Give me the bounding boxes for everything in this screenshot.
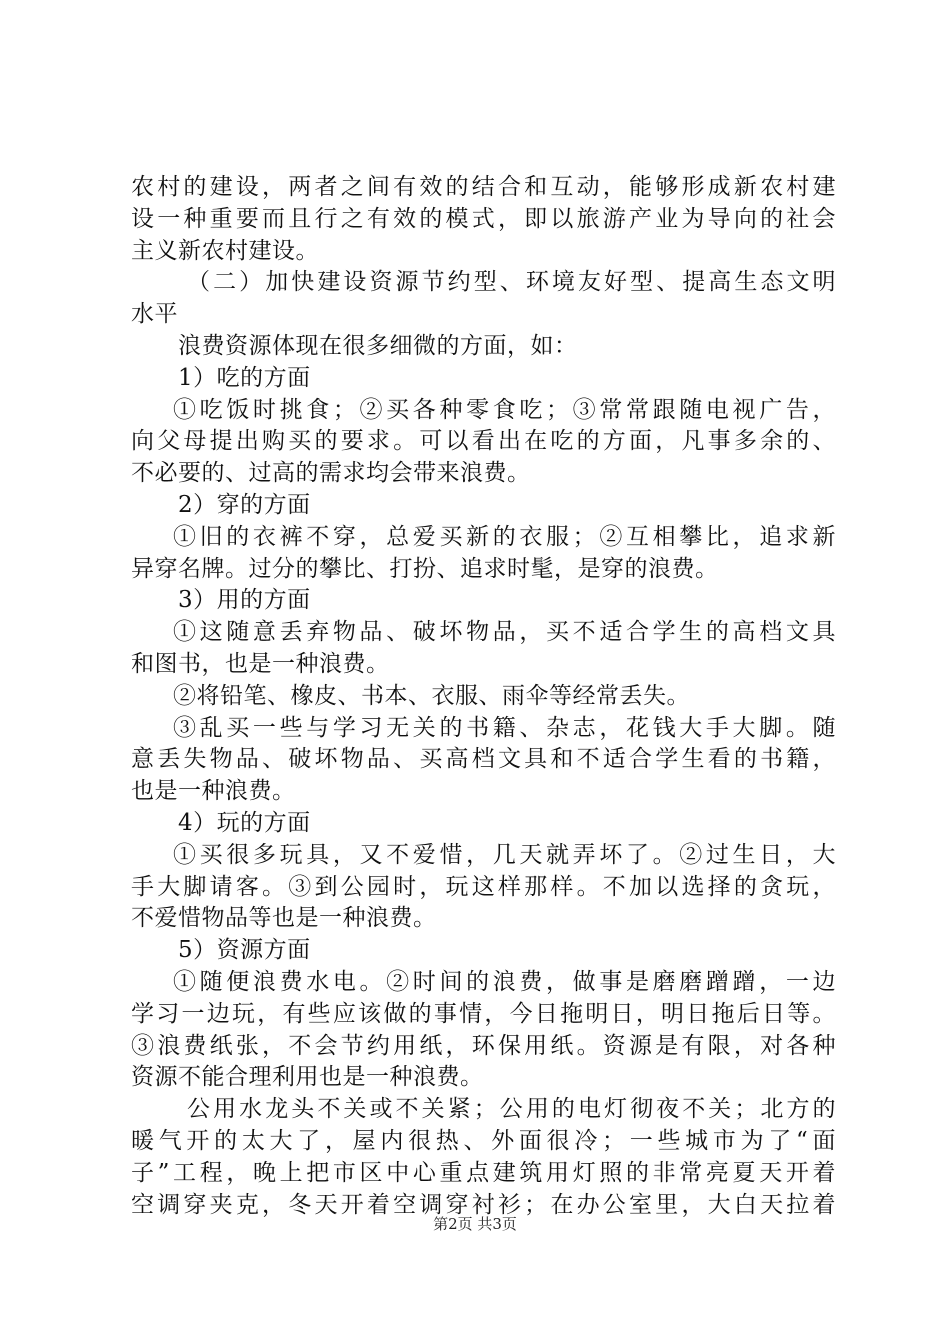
paragraph-line: 学习一边玩，有些应该做的事情，今日拖明日，明日拖后日等。 xyxy=(131,1000,836,1027)
paragraph-line: 手大脚请客。③到公园时，玩这样那样。不加以选择的贪玩， xyxy=(131,873,836,900)
paragraph-line: 向父母提出购买的要求。可以看出在吃的方面，凡事多余的、 xyxy=(131,428,836,455)
subheading-play: 4）玩的方面 xyxy=(178,809,311,836)
subheading-eating: 1）吃的方面 xyxy=(178,364,311,391)
paragraph-line: 也是一种浪费。 xyxy=(131,778,296,805)
paragraph-line: ①吃饭时挑食；②买各种零食吃；③常常跟随电视广告， xyxy=(173,396,836,423)
paragraph-line: ①这随意丢弃物品、破坏物品，买不适合学生的高档文具 xyxy=(173,619,836,646)
section-heading: （二）加快建设资源节约型、环境友好型、提高生态文明 xyxy=(187,269,836,296)
paragraph-line: 主义新农村建设。 xyxy=(131,237,319,264)
page-footer: 第2页 共3页 xyxy=(433,1215,517,1233)
subheading-usage: 3）用的方面 xyxy=(178,587,311,614)
subheading-clothing: 2）穿的方面 xyxy=(178,491,311,518)
paragraph-line: 不爱惜物品等也是一种浪费。 xyxy=(131,905,437,932)
section-heading-cont: 水平 xyxy=(131,301,178,328)
paragraph-line: ③乱买一些与学习无关的书籍、杂志，花钱大手大脚。随 xyxy=(173,714,836,741)
paragraph-line: 设一种重要而且行之有效的模式，即以旅游产业为导向的社会 xyxy=(131,205,836,232)
paragraph-line: 和图书，也是一种浪费。 xyxy=(131,650,390,677)
paragraph-line: ①买很多玩具，又不爱惜，几天就弄坏了。②过生日，大 xyxy=(173,841,836,868)
paragraph-line: 不必要的、过高的需求均会带来浪费。 xyxy=(131,460,531,487)
paragraph-line: ③浪费纸张，不会节约用纸，环保用纸。资源是有限，对各种 xyxy=(131,1032,836,1059)
paragraph-line: 空调穿夹克，冬天开着空调穿衬衫；在办公室里，大白天拉着 xyxy=(131,1191,836,1218)
paragraph-line: 暖气开的太大了，屋内很热、外面很冷；一些城市为了“面 xyxy=(131,1127,836,1154)
subheading-resources: 5）资源方面 xyxy=(178,937,311,964)
paragraph-line: 公用水龙头不关或不关紧；公用的电灯彻夜不关；北方的 xyxy=(187,1096,836,1123)
paragraph-line: 子”工程，晚上把市区中心重点建筑用灯照的非常亮夏天开着 xyxy=(131,1159,836,1186)
paragraph-line: 异穿名牌。过分的攀比、打扮、追求时髦，是穿的浪费。 xyxy=(131,555,719,582)
paragraph-line: 浪费资源体现在很多细微的方面，如： xyxy=(178,332,578,359)
paragraph-line: 意丢失物品、破坏物品、买高档文具和不适合学生看的书籍， xyxy=(131,746,836,773)
paragraph-line: ①旧的衣裤不穿，总爱买新的衣服；②互相攀比，追求新 xyxy=(173,523,836,550)
paragraph-line: ①随便浪费水电。②时间的浪费，做事是磨磨蹭蹭，一边 xyxy=(173,968,836,995)
paragraph-line: 农村的建设，两者之间有效的结合和互动，能够形成新农村建 xyxy=(131,174,836,200)
body-text xyxy=(131,172,836,1221)
paragraph-line: ②将铅笔、橡皮、书本、衣服、雨伞等经常丢失。 xyxy=(173,682,690,709)
paragraph-line: 资源不能合理利用也是一种浪费。 xyxy=(131,1064,484,1091)
